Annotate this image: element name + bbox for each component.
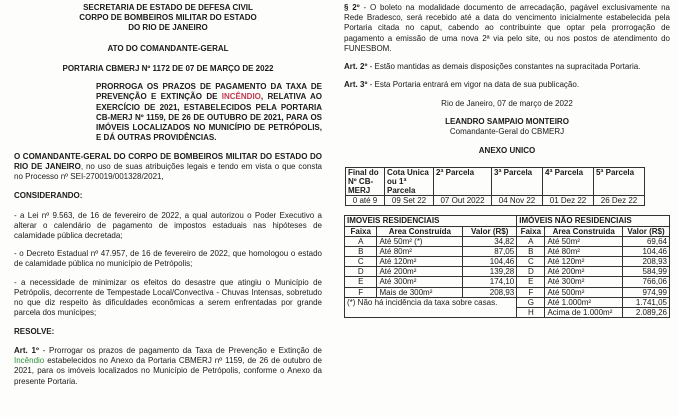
table-cell: Até 300m² xyxy=(377,277,463,287)
table-cell: Até 1.000m² xyxy=(545,297,623,307)
column-header: 5ª Parcela xyxy=(593,167,644,196)
table-cell: Até 50m² (*) xyxy=(377,236,463,246)
table-cell: A xyxy=(345,236,377,246)
table-row xyxy=(346,196,645,206)
table-cell: A xyxy=(517,236,545,246)
column-header: Valor (R$) xyxy=(463,226,517,236)
table-cell: Até 80m² xyxy=(377,246,463,256)
table-row xyxy=(345,257,670,267)
header-line: SECRETARIA DE ESTADO DE DEFESA CIVIL xyxy=(83,3,253,12)
table-cell: 174,10 xyxy=(463,277,517,287)
table-cell: E xyxy=(517,277,545,287)
table-cell: B xyxy=(517,246,545,256)
article-highlight: Incêndio xyxy=(14,356,45,366)
header-line: DO RIO DE JANEIRO xyxy=(128,23,208,33)
column-header: Valor (R$) xyxy=(622,226,669,236)
table-header-row xyxy=(346,167,645,196)
paragraph-2 xyxy=(344,3,670,54)
paragraph-text: - O boleto na modalidade documento de arrecadação, pagável exclusivamente na Rede Bradesco, será recebido até a data do vencimento inicialmente estabelecida pela Portaria citada no caput, cabendo ao contribuinte que optar pela prorrogação de pagamento a emissão de uma nova 2ª via pelo site, ou nos postos de atendimento do FUNESBOM. xyxy=(344,3,670,53)
anexo-title: ANEXO UNICO xyxy=(478,146,536,156)
article-text: - Prorrogar os prazos de pagamento da Taxa de Prevenção e Extinção de xyxy=(38,345,322,355)
table-cell: 69,64 xyxy=(622,236,669,246)
residential-title: IMOVEIS RESIDENCIAIS xyxy=(345,216,517,226)
imoveis-table xyxy=(344,215,670,318)
table-cell: 34,82 xyxy=(463,236,517,246)
agency-header xyxy=(14,3,322,34)
table-cell: F xyxy=(345,287,377,297)
table-cell: Até 200m² xyxy=(545,267,623,277)
signatory-name: LEANDRO SAMPAIO MONTEIRO xyxy=(445,116,569,126)
table-cell: 09 Set 22 xyxy=(385,196,434,206)
table-row xyxy=(345,287,670,297)
table-cell: Até 500m² xyxy=(545,287,623,297)
column-header: Area Construida xyxy=(545,226,623,236)
table-cell: B xyxy=(345,246,377,256)
column-header: Faixa xyxy=(517,226,545,236)
right-column xyxy=(344,3,670,318)
article-text: - Estão mantidas as demais disposições constantes na supracitada Portaria. xyxy=(367,62,641,72)
column-header: 2ª Parcela xyxy=(434,167,492,196)
table-header-row xyxy=(345,226,670,236)
left-column xyxy=(14,3,322,387)
table-cell: 139,28 xyxy=(463,267,517,277)
resolve-label: RESOLVE: xyxy=(14,326,55,336)
table-cell: 0 até 9 xyxy=(346,196,385,206)
article-label: Art. 2º xyxy=(344,62,368,72)
considerando-item: - o Decreto Estadual nº 47.957, de 16 de fevereiro de 2022, que homologou o estado de calamidade pública no município de Petrópolis; xyxy=(14,249,322,269)
considerando-item: - a necessidade de minimizar os efeitos do desastre que atingiu o Município de Petrópolis, decorrente de Tempestade Local/Convectiva - Chuvas Intensas, sobretudo no que diz respeito às dificuldades econômicas a serem enfrentadas por grande parcela dos munícipes; xyxy=(14,277,322,318)
table-cell: 974,99 xyxy=(622,287,669,297)
article-1 xyxy=(14,346,322,387)
ementa xyxy=(96,82,322,143)
column-header: Cota Unica ou 1ª Parcela xyxy=(385,167,434,196)
paragraph-label: § 2º xyxy=(344,3,360,12)
column-header: 4ª Parcela xyxy=(543,167,594,196)
table-cell: C xyxy=(517,257,545,267)
table-cell: C xyxy=(345,257,377,267)
table-cell: 584,99 xyxy=(622,267,669,277)
preamble-text: , no uso de suas atribuições legais e tendo em vista o que consta no Processo nº SEI-270019/001328/2021, xyxy=(14,161,323,182)
residential-note: (*) Não há incidência da taxa sobre casas. xyxy=(345,297,517,317)
table-cell: D xyxy=(345,267,377,277)
table-title-row xyxy=(345,216,670,226)
column-header: 3ª Parcela xyxy=(492,167,543,196)
table-cell: 26 Dez 22 xyxy=(593,196,644,206)
column-header: Faixa xyxy=(345,226,377,236)
table-cell: E xyxy=(345,277,377,287)
column-header: Area Construída xyxy=(377,226,463,236)
table-cell: Até 80m² xyxy=(545,246,623,256)
table-cell: Até 120m² xyxy=(377,257,463,267)
article-3 xyxy=(344,80,670,90)
table-cell: 07 Out 2022 xyxy=(434,196,492,206)
table-row xyxy=(345,267,670,277)
table-cell: 208,93 xyxy=(463,287,517,297)
header-line: CORPO DE BOMBEIROS MILITAR DO ESTADO xyxy=(79,13,257,23)
table-cell: 766,06 xyxy=(622,277,669,287)
preamble-authority: O COMANDANTE-GERAL DO CORPO DE BOMBEIROS MILITAR DO ESTADO DO RIO DE JANEIRO xyxy=(14,151,322,171)
date-line: Rio de Janeiro, 07 de março de 2022 xyxy=(441,98,573,108)
ementa-text: PRORROGA OS PRAZOS DE PAGAMENTO DA TAXA DE PREVENÇÃO E EXTINÇÃO DE xyxy=(96,82,322,102)
table-cell: Acima de 1.000m² xyxy=(545,308,623,318)
table-cell: Até 200m² xyxy=(377,267,463,277)
table-cell: G xyxy=(517,297,545,307)
ementa-highlight: INCÊNDIO xyxy=(221,92,261,102)
parcelas-table xyxy=(345,167,645,207)
table-row xyxy=(345,236,670,246)
table-cell: 104,46 xyxy=(463,257,517,267)
article-text: estabelecidos no Anexo da Portaria CBMERJ nº 1159, de 26 de outubro de 2021, para os imóveis localizados no Município de Petrópolis, conforme o Anexo da presente Portaria. xyxy=(14,356,322,386)
table-cell: 2.089,26 xyxy=(622,308,669,318)
preamble xyxy=(14,152,322,183)
table-row xyxy=(345,277,670,287)
table-row xyxy=(345,297,670,307)
considerando-label: CONSIDERANDO: xyxy=(14,191,83,201)
table-cell: D xyxy=(517,267,545,277)
table-cell: 1.741,05 xyxy=(622,297,669,307)
ementa-text: , RELATIVA AO EXERCÍCIO DE 2021, ESTABELECIDOS PELA PORTARIA CB-MERJ Nº 1159, DE 26 DE OUTUBRO DE 2021, PARA OS IMÓVEIS LOCALIZADOS NO MUNICÍPIO DE PETRÓPOLIS, E DÁ OUTRAS PROVIDÊNCIAS. xyxy=(96,92,323,143)
article-label: Art. 1º xyxy=(14,345,39,355)
article-label: Art. 3º xyxy=(344,80,368,90)
non-residential-title: IMÓVEIS NÃO RESIDENCIAIS xyxy=(517,216,670,226)
table-cell: 04 Nov 22 xyxy=(492,196,543,206)
article-text: - Esta Portaria entrará em vigor na data de sua publicação. xyxy=(367,80,580,90)
considerando-item: - a Lei nº 9.563, de 16 de fevereiro de 2022, a qual autorizou o Poder Executivo a alterar o calendário de pagamento de impostos estaduais nas hipóteses de calamidade pública decretada; xyxy=(14,210,322,240)
table-cell: H xyxy=(517,308,545,318)
table-cell: Até 120m² xyxy=(545,257,623,267)
table-cell: 01 Dez 22 xyxy=(543,196,594,206)
table-cell: 87,05 xyxy=(463,246,517,256)
table-cell: 104,46 xyxy=(622,246,669,256)
article-2 xyxy=(344,62,670,72)
table-cell: Mais de 300m² xyxy=(377,287,463,297)
signatory-role: Comandante-Geral do CBMERJ xyxy=(449,127,565,137)
table-cell: 208,93 xyxy=(622,257,669,267)
table-row xyxy=(345,246,670,256)
ato-title: ATO DO COMANDANTE-GERAL xyxy=(107,43,229,53)
table-cell: Até 300m² xyxy=(545,277,623,287)
column-header: Final do Nº CB-MERJ xyxy=(346,167,385,196)
table-cell: F xyxy=(517,287,545,297)
table-cell: Até 50m² xyxy=(545,236,623,246)
portaria-title: PORTARIA CBMERJ Nº 1172 DE 07 DE MARÇO DE 2022 xyxy=(62,63,274,73)
